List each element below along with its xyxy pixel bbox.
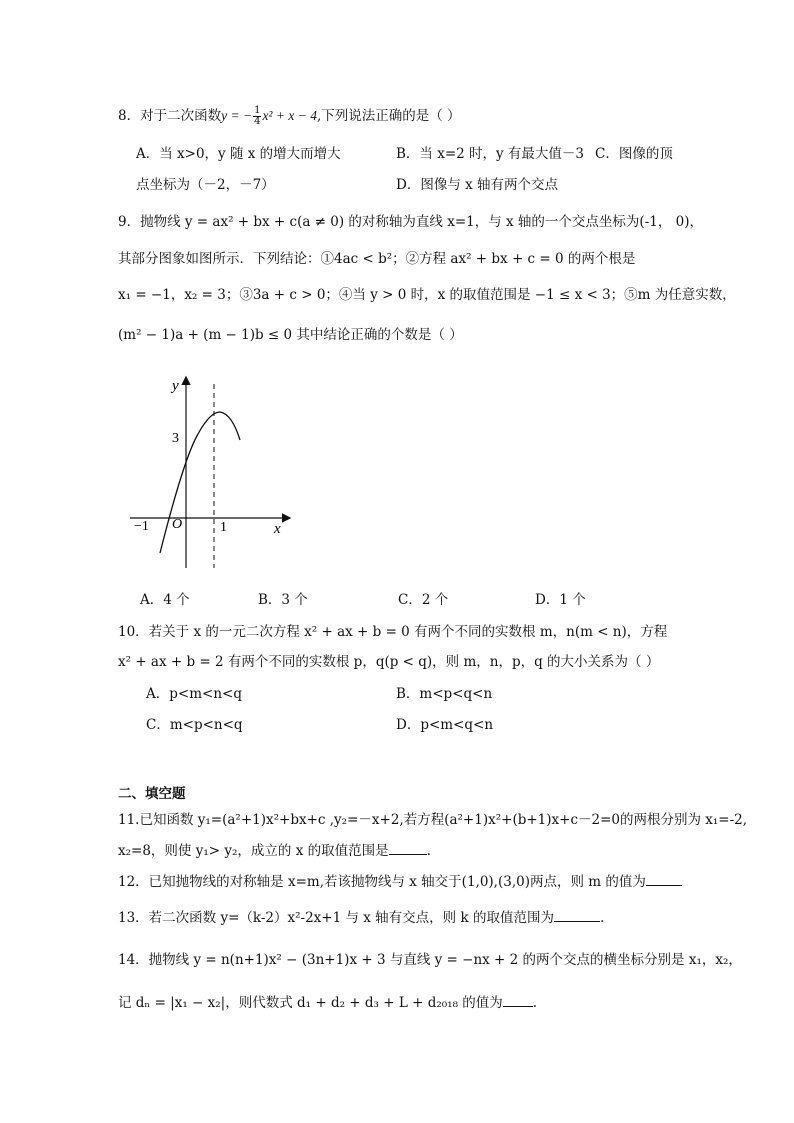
q13-text: 13．若二次函数 y=（k-2）x²-2x+1 与 x 轴有交点，则 k 的取值范围为	[118, 910, 554, 926]
q11-period: .	[426, 843, 431, 859]
q14-period: .	[532, 995, 538, 1011]
q9-option-a: A．4 个	[140, 592, 190, 608]
q8-option-d: D．图像与 x 轴有两个交点	[396, 177, 559, 193]
q10-option-d: D．p<m<q<n	[396, 717, 494, 733]
q11-line-2-text: x₂=8，则使 y₁> y₂，成立的 x 的取值范围是	[118, 843, 389, 859]
q9-option-b: B．3 个	[258, 592, 308, 608]
q10-option-b: B．m<p<q<n	[396, 686, 493, 702]
section-2-title: 二、填空题	[118, 786, 186, 802]
q13-answer-blank[interactable]	[554, 909, 600, 922]
q14-line-2	[118, 993, 537, 1013]
q10-option-a: A．p<m<n<q	[146, 686, 242, 702]
q10-option-c: C．m<p<n<q	[146, 717, 243, 733]
q8-stem-suffix: ,下列说法正确的是（ ）	[316, 108, 461, 124]
q12-answer-blank[interactable]	[646, 873, 682, 886]
q9-line-4: (m² − 1)a + (m − 1)b ≤ 0 其中结论正确的个数是（ ）	[118, 327, 463, 343]
q8-fraction	[253, 106, 261, 127]
q8-formula-tail: x² + x − 4	[262, 108, 317, 123]
q9-parabola-figure	[124, 368, 304, 573]
q13-period: .	[599, 910, 605, 926]
q8-option-a: A．当 x>0，y 随 x 的增大而增大	[136, 146, 341, 162]
q10-line-1: 10．若关于 x 的一元二次方程 x² + ax + b = 0 有两个不同的实数根 m，n(m < n)，方程	[118, 624, 668, 640]
q8-stem-prefix: 8．对于二次函数	[118, 108, 222, 124]
q11-answer-blank[interactable]	[389, 842, 427, 855]
q8-fraction-den: 4	[254, 116, 261, 127]
q9-option-d: D．1 个	[535, 592, 586, 608]
q8-formula-start: y = −	[221, 108, 253, 123]
q9-line-3: x₁ = −1，x₂ = 3；③3a + c > 0；④当 y > 0 时，x 的取值范围是 −1 ≤ x < 3；⑤m 为任意实数，	[118, 287, 736, 303]
q14-line-1: 14．抛物线 y = n(n+1)x² − (3n+1)x + 3 与直线 y = −nx + 2 的两个交点的横坐标分别是 x₁，x₂，	[118, 952, 742, 968]
q8-stem	[118, 106, 461, 127]
q8-option-c-start: C．图像的顶	[595, 146, 673, 162]
q14-answer-blank[interactable]	[503, 994, 533, 1007]
q14-text: 记 dₙ = |x₁ − x₂|，则代数式 d₁ + d₂ + d₃ + L + d₂₀₁₈ 的值为	[118, 995, 503, 1011]
q10-line-2: x² + ax + b = 2 有两个不同的实数根 p，q(p < q)，则 m，n，p，q 的大小关系为（ ）	[118, 654, 660, 670]
q11-line-1: 11.已知函数 y₁=(a²+1)x²+bx+c ,y₂=－x+2,若方程(a²+1)x²+(b+1)x+c－2=0的两根分别为 x₁=-2,	[118, 812, 748, 828]
x-tick-neg1-label: −1	[134, 519, 149, 534]
y-tick-3-label: 3	[172, 431, 179, 446]
q8-option-c-end: 点坐标为（－2，－7）	[136, 177, 275, 193]
q9-line-2: 其部分图象如图所示．下列结论：①4ac < b²；②方程 ax² + bx + c = 0 的两个根是	[118, 251, 636, 267]
q12-text: 12．已知抛物线的对称轴是 x=m,若该抛物线与 x 轴交于(1,0),(3,0)两点，则 m 的值为	[118, 874, 646, 890]
origin-label: O	[172, 517, 183, 532]
x-axis-label: x	[274, 521, 281, 537]
x-tick-1-label: 1	[220, 520, 227, 535]
q9-line-1: 9．抛物线 y = ax² + bx + c(a ≠ 0) 的对称轴为直线 x=1，与 x 轴的一个交点坐标为(-1， 0)，	[118, 214, 704, 230]
y-axis-label: y	[172, 378, 179, 394]
q13-line	[118, 908, 604, 928]
q8-fraction-num: 1	[254, 105, 261, 116]
q9-option-c: C．2 个	[398, 592, 449, 608]
q12-line	[118, 872, 682, 892]
q8-option-b: B．当 x=2 时，y 有最大值－3	[396, 146, 585, 162]
q11-line-2	[118, 841, 431, 861]
